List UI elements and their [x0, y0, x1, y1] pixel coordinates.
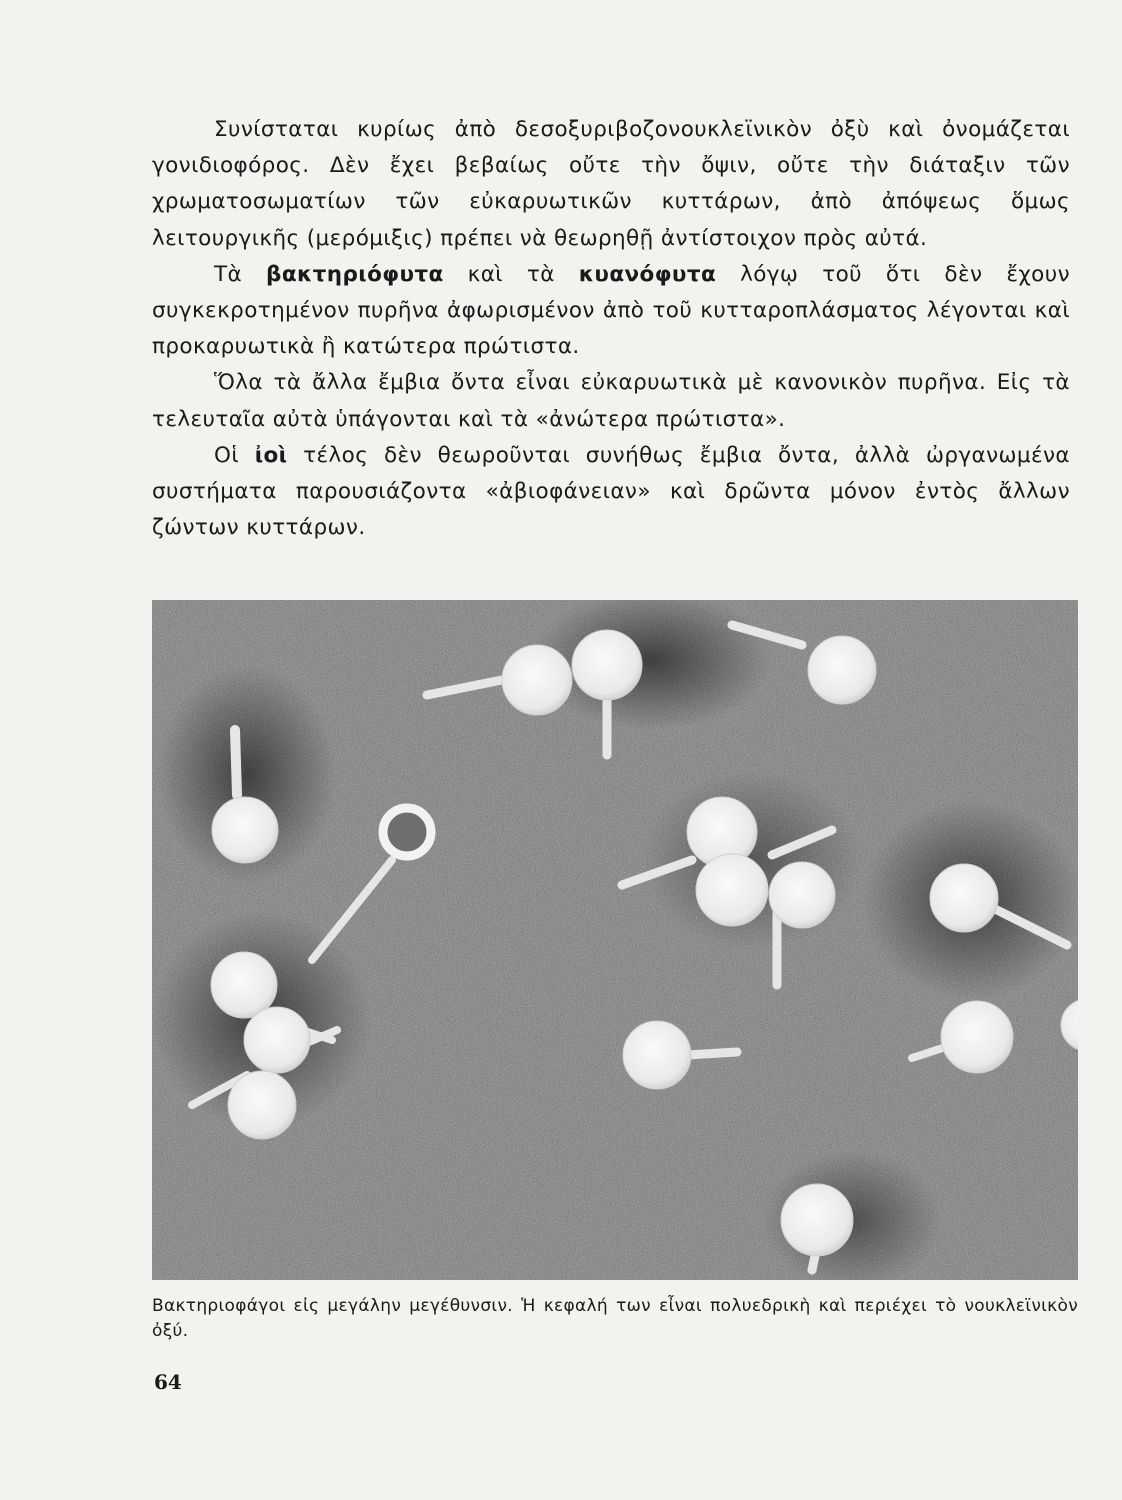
- paragraph-2: [152, 257, 1070, 366]
- paragraph-2-text: λόγῳ τοῦ ὅτι δὲν ἔχουν συγκεκροτημένον πυρῆνα ἀφωρισμένον ἀπὸ τοῦ κυτταροπλάσματος λέγονται καὶ προκαρυωτικὰ ἢ κατώτερα πρώτιστα.: [152, 261, 1070, 360]
- body-text: [152, 112, 1070, 546]
- paragraph-4-text: τέλος δὲν θεωροῦνται συνήθως ἔμβια ὄντα, ἀλλὰ ὠργανωμένα συστήματα παρουσιάζοντα «ἀβιοφάνειαν» καὶ δρῶντα μόνον ἐντὸς ἄλλων ζώντων κυττάρων.: [152, 442, 1070, 541]
- page-number: 64: [154, 1370, 182, 1394]
- term-viruses: ἰοὶ: [254, 442, 288, 468]
- paragraph-2-text: καὶ τὰ: [443, 261, 579, 287]
- term-bacteriophyta: βακτηριόφυτα: [266, 261, 444, 287]
- paragraph-1: Συνίσταται κυρίως ἀπὸ δεσοξυριβοζονουκλεϊνικὸν ὀξὺ καὶ ὀνομάζεται γονιδιοφόρος. Δὲν ἔχει βεβαίως οὔτε τὴν ὄψιν, οὔτε τὴν διάταξιν τῶν χρωματοσωματίων τῶν εὐκαρυωτικῶν κυττάρων, ἀπὸ ἀπόψεως ὅμως λειτουργικῆς (μερόμιξις) πρέπει νὰ θεωρηθῇ ἀντίστοιχον πρὸς αὐτά.: [152, 117, 1070, 251]
- term-cyanophyta: κυανόφυτα: [578, 261, 717, 287]
- phage-empty-head: [383, 808, 431, 856]
- micrograph-figure: [152, 600, 1078, 1280]
- paragraph-4: [152, 438, 1070, 547]
- bacteriophage-micrograph: [152, 600, 1078, 1280]
- paragraph-4-text: Οἱ: [214, 442, 255, 468]
- paragraph-3: Ὅλα τὰ ἄλλα ἔμβια ὄντα εἶναι εὐκαρυωτικὰ μὲ κανονικὸν πυρῆνα. Εἰς τὰ τελευταῖα αὐτὰ ὑπάγονται καὶ τὰ «ἀνώτερα πρώτιστα».: [152, 370, 1070, 432]
- figure-caption: Βακτηριοφάγοι εἰς μεγάλην μεγέθυνσιν. Ἡ κεφαλή των εἶναι πολυεδρικὴ καὶ περιέχει τὸ νουκλεϊνικὸν ὀξύ.: [152, 1296, 1078, 1341]
- paragraph-2-text: Τὰ: [214, 261, 267, 287]
